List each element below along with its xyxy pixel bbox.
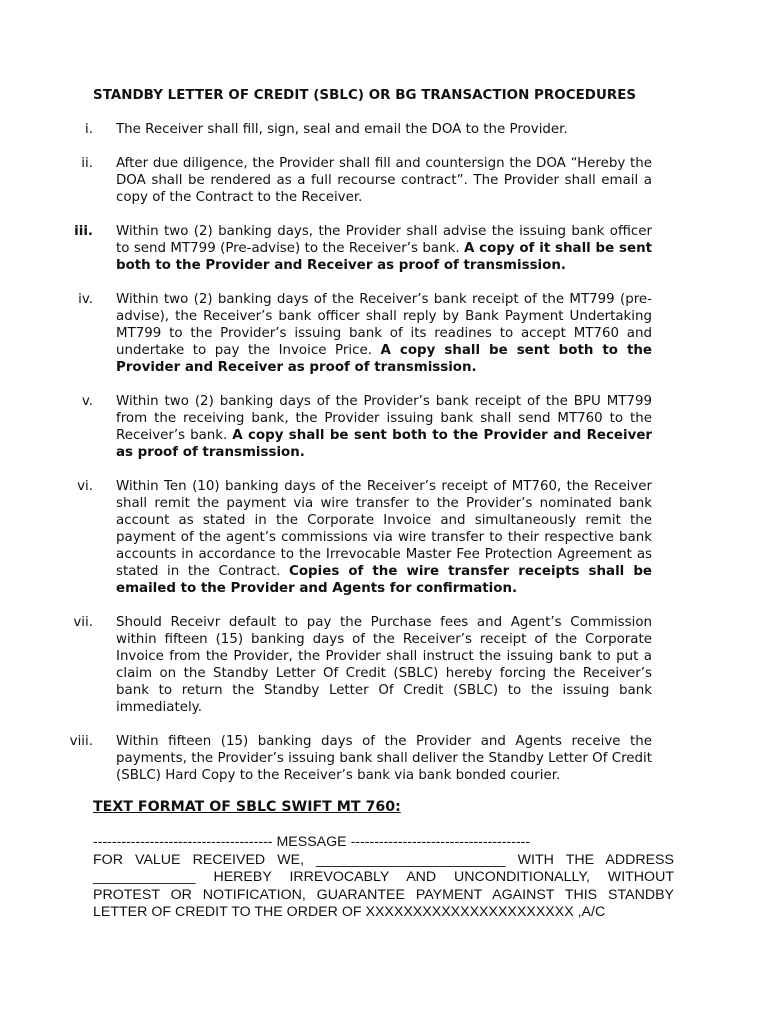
- item-number: v.: [81, 394, 93, 409]
- message-divider: -------------------------------------- MESSAGE --------------------------------------: [93, 834, 531, 850]
- item-bold-text: A copy shall be sent both to the Provider and Receiver as proof of transmission.: [116, 343, 652, 375]
- swift-format-heading: TEXT FORMAT OF SBLC SWIFT MT 760:: [93, 799, 401, 815]
- item-number: vi.: [77, 479, 93, 494]
- list-item: [0, 291, 768, 376]
- swift-message-block: [93, 834, 674, 922]
- list-item: [0, 478, 768, 597]
- item-bold-text: A copy of it shall be sent both to the Provider and Receiver as proof of transmission.: [116, 241, 653, 273]
- list-item: [0, 393, 768, 461]
- item-text: Should Receivr default to pay the Purchase fees and Agent’s Commission within fifteen (15) banking days of the Receiver’s receipt of the Corporate Invoice from the Provider, the Provider shall instruct the issuing bank to put a claim on the Standby Letter Of Credit (SBLC) hereby forcing the Receiver’s bank to return the Standby Letter Of Credit (SBLC) to the issuing bank immediately.: [116, 615, 652, 715]
- item-number: ii.: [81, 156, 93, 171]
- page-title: STANDBY LETTER OF CREDIT (SBLC) OR BG TRANSACTION PROCEDURES: [93, 88, 637, 103]
- item-number: viii.: [69, 734, 93, 749]
- item-text: Within two (2) banking days of the Receiver’s bank receipt of the MT799 (pre-advise), the Receiver’s bank officer shall reply by Bank Payment Undertaking MT799 to the Provider’s issuing bank of its readines to accept MT760 and undertake to pay the Invoice Price. A copy shall be sent both to the Provider and Receiver as proof of transmission.: [116, 292, 652, 375]
- item-number: i.: [85, 122, 93, 137]
- item-text: Within two (2) banking days of the Provider’s bank receipt of the BPU MT799 from the receiving bank, the Provider issuing bank shall send MT760 to the Receiver’s bank. A copy shall be sent both to the Provider and Receiver as proof of transmission.: [116, 394, 653, 460]
- item-bold-text: Copies of the wire transfer receipts shall be emailed to the Provider and Agents for confirmation.: [116, 564, 652, 596]
- item-bold-text: A copy shall be sent both to the Provider and Receiver as proof of transmission.: [116, 428, 653, 460]
- list-item: [0, 121, 768, 138]
- item-text: The Receiver shall fill, sign, seal and email the DOA to the Provider.: [116, 122, 568, 137]
- procedure-list: [0, 121, 768, 801]
- item-text: After due diligence, the Provider shall fill and countersign the DOA “Hereby the DOA shall be rendered as a full recourse contract”. The Provider shall email a copy of the Contract to the Receiver.: [116, 156, 652, 205]
- item-text: Within fifteen (15) banking days of the Provider and Agents receive the payments, the Provider’s issuing bank shall deliver the Standby Letter Of Credit (SBLC) Hard Copy to the Receiver’s bank via bank bonded courier.: [116, 734, 652, 783]
- list-item: [0, 223, 768, 274]
- item-number: iii.: [74, 224, 93, 239]
- item-number: iv.: [78, 292, 93, 307]
- item-text: Within two (2) banking days, the Provider shall advise the issuing bank officer to send MT799 (Pre-advise) to the Receiver’s bank. A copy of it shall be sent both to the Provider and Receiver as proof of transmission.: [116, 224, 653, 273]
- list-item: [0, 614, 768, 716]
- list-item: [0, 733, 768, 784]
- item-text: Within Ten (10) banking days of the Receiver’s receipt of MT760, the Receiver shall remit the payment via wire transfer to the Provider’s nominated bank account as stated in the Corporate Invoice and simultaneously remit the payment of the agent’s commissions via wire transfer to their respective bank accounts in accordance to the Irrevocable Master Fee Protection Agreement as stated in the Contract. Copies of the wire transfer receipts shall be emailed to the Provider and Agents for confirmation.: [116, 479, 652, 596]
- item-number: vii.: [73, 615, 93, 630]
- list-item: [0, 155, 768, 206]
- swift-message-body: FOR VALUE RECEIVED WE, ________________________ WITH THE ADDRESS _____________ HEREBY IRREVOCABLY AND UNCONDITIONALLY, WITHOUT PROTEST OR NOTIFICATION, GUARANTEE PAYMENT AGAINST THIS STANDBY LETTER OF CREDIT TO THE ORDER OF XXXXXXXXXXXXXXXXXXXXXX ,A/C: [93, 851, 674, 920]
